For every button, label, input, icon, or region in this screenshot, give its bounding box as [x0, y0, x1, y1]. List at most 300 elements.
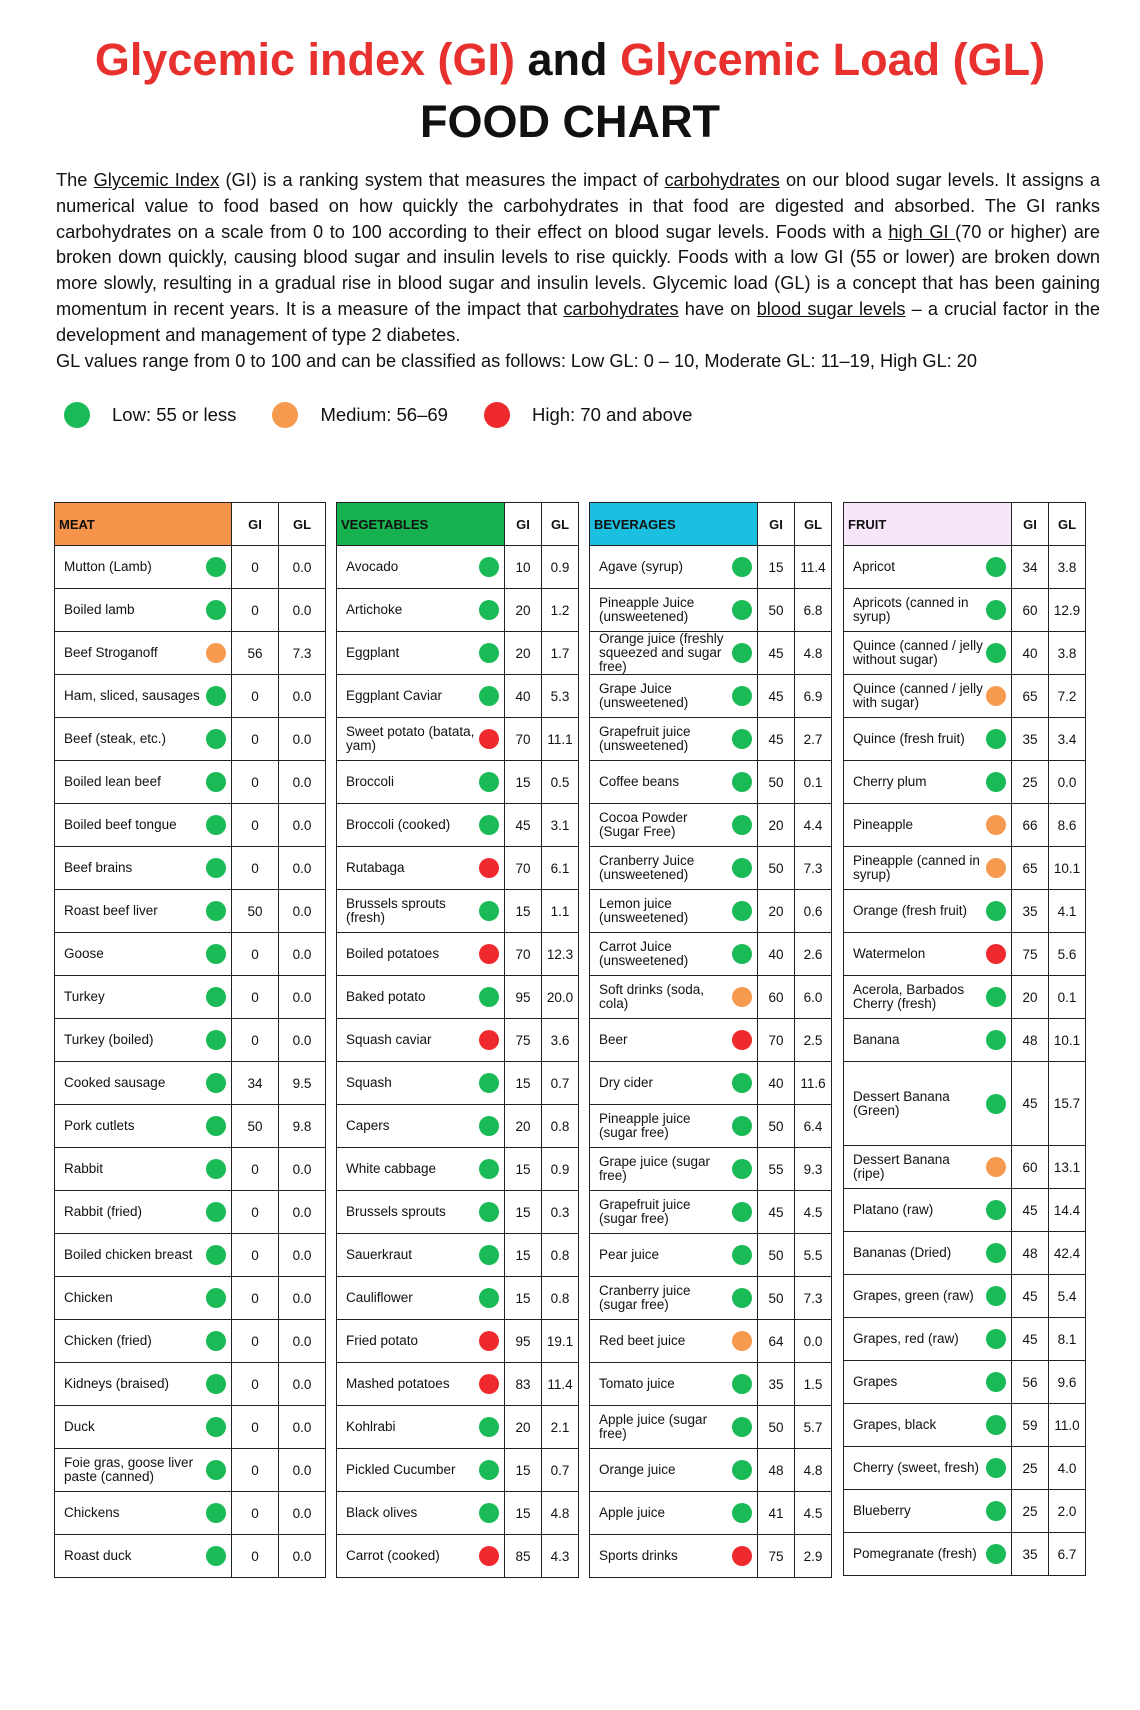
food-name-cell: [337, 1492, 505, 1535]
legend-low: [64, 402, 236, 428]
table-row: [55, 890, 326, 933]
food-name-cell: [55, 976, 232, 1019]
gi-value: 20: [758, 890, 795, 933]
gl-range-text: GL values range from 0 to 100 and can be classified as follows: Low GL: 0 – 10, Moderate GL: 11–19, High GL: 20: [56, 350, 978, 371]
table-header-row: [844, 503, 1086, 546]
food-name: Kohlrabi: [346, 1419, 396, 1434]
gl-value: 7.3: [795, 847, 832, 890]
food-name-cell: [55, 1062, 232, 1105]
gl-value: 4.0: [1049, 1447, 1086, 1490]
food-name: Avocado: [346, 559, 399, 574]
high-gi-dot-icon: [732, 1030, 752, 1050]
low-gi-dot-icon: [732, 815, 752, 835]
low-gi-dot-icon: [479, 557, 499, 577]
gl-value: 0.0: [279, 1234, 326, 1277]
high-gi-dot-icon: [479, 1030, 499, 1050]
food-name: Squash: [346, 1075, 392, 1090]
legend-medium-label: Medium: 56–69: [320, 404, 448, 425]
food-name: Pineapple (canned in syrup): [853, 853, 980, 882]
gl-value: 0.0: [279, 1191, 326, 1234]
gl-column-header: GL: [542, 503, 579, 546]
gl-value: 0.1: [795, 761, 832, 804]
gl-value: 2.0: [1049, 1490, 1086, 1533]
gl-value: 6.9: [795, 675, 832, 718]
low-gi-dot-icon: [206, 1159, 226, 1179]
food-name-cell: [590, 1406, 758, 1449]
table-row: [590, 675, 832, 718]
gl-value: 0.0: [279, 1277, 326, 1320]
gi-value: 15: [505, 1191, 542, 1234]
table-row: [590, 546, 832, 589]
table-row: [55, 804, 326, 847]
table-row: [590, 1062, 832, 1105]
food-name: Pork cutlets: [64, 1118, 135, 1133]
food-name-cell: [55, 890, 232, 933]
gi-value: 15: [505, 1277, 542, 1320]
food-name: Dessert Banana (Green): [853, 1088, 950, 1118]
gi-value: 85: [505, 1535, 542, 1578]
gi-value: 83: [505, 1363, 542, 1406]
vegetables-table: [336, 502, 579, 1578]
table-row: [55, 1277, 326, 1320]
gl-column-header: GL: [795, 503, 832, 546]
gi-value: 65: [1012, 675, 1049, 718]
low-gi-dot-icon: [479, 1460, 499, 1480]
food-name-cell: [590, 1105, 758, 1148]
food-name-cell: [844, 976, 1012, 1019]
high-dot-icon: [484, 402, 510, 428]
table-row: [844, 890, 1086, 933]
food-name-cell: [590, 1062, 758, 1105]
gi-value: 65: [1012, 847, 1049, 890]
low-gi-dot-icon: [732, 729, 752, 749]
low-gi-dot-icon: [479, 987, 499, 1007]
gi-value: 45: [758, 632, 795, 675]
gi-value: 0: [232, 847, 279, 890]
food-name: Grapefruit juice (sugar free): [599, 1197, 691, 1226]
gl-value: 11.1: [542, 718, 579, 761]
food-name: Pineapple juice (sugar free): [599, 1111, 691, 1140]
blood-sugar-link[interactable]: blood sugar levels: [756, 298, 906, 319]
food-name: Cooked sausage: [64, 1075, 166, 1090]
food-name: Goose: [64, 946, 104, 961]
food-name-cell: [844, 1019, 1012, 1062]
table-row: [337, 1363, 579, 1406]
gi-value: 0: [232, 1148, 279, 1191]
table-row: [844, 718, 1086, 761]
low-gi-dot-icon: [986, 1544, 1006, 1564]
food-name-cell: [55, 1406, 232, 1449]
food-name: Beef Stroganoff: [64, 645, 158, 660]
food-name: Quince (canned / jelly with sugar): [853, 681, 983, 710]
gl-value: 1.2: [542, 589, 579, 632]
low-gi-dot-icon: [206, 1331, 226, 1351]
table-row: [55, 976, 326, 1019]
gi-value: 66: [1012, 804, 1049, 847]
table-row: [844, 804, 1086, 847]
table-row: [844, 1318, 1086, 1361]
gi-value: 48: [1012, 1232, 1049, 1275]
gl-value: 14.4: [1049, 1189, 1086, 1232]
food-name-cell: [844, 1533, 1012, 1576]
gl-value: 0.0: [279, 761, 326, 804]
intro-text-f: – a crucial factor in the development and management of type 2 diabetes.: [56, 298, 1101, 345]
intro-text-d: (70 or higher) are broken down quickly, causing blood sugar and insulin levels to rise quickly. Foods with a low GI (55 or lower) are broken down more slowly, resulting in a gradual rise in blood sugar and insulin levels. Glycemic load (GL) is a concept that has been gaining momentum in recent years. It is a measure of the impact that: [56, 221, 1100, 319]
table-row: [337, 1492, 579, 1535]
gl-value: 0.8: [542, 1277, 579, 1320]
food-name-cell: [55, 1019, 232, 1062]
glycemic-index-link[interactable]: Glycemic Index: [93, 170, 220, 190]
gi-value: 45: [1012, 1318, 1049, 1361]
gl-value: 4.5: [795, 1492, 832, 1535]
gl-value: 0.0: [279, 1320, 326, 1363]
gl-value: 0.5: [542, 761, 579, 804]
food-name: Quince (fresh fruit): [853, 731, 965, 746]
low-gi-dot-icon: [732, 1288, 752, 1308]
table-row: [337, 589, 579, 632]
gi-value: 15: [505, 1148, 542, 1191]
food-name: Duck: [64, 1419, 95, 1434]
gi-value: 25: [1012, 1447, 1049, 1490]
food-name: Boiled chicken breast: [64, 1247, 193, 1262]
food-name-cell: [55, 546, 232, 589]
food-name: Agave (syrup): [599, 559, 684, 574]
food-name-cell: [844, 1232, 1012, 1275]
food-name-cell: [590, 718, 758, 761]
medium-gi-dot-icon: [732, 1331, 752, 1351]
low-gi-dot-icon: [732, 1202, 752, 1222]
gi-value: 35: [1012, 1533, 1049, 1576]
legend: [64, 400, 728, 430]
food-name: Lemon juice (unsweetened): [599, 896, 689, 925]
food-name: Acerola, Barbados Cherry (fresh): [853, 982, 965, 1011]
food-name: Pear juice: [599, 1247, 660, 1262]
carbohydrates-link[interactable]: carbohydrates: [664, 170, 780, 190]
table-row: [337, 1234, 579, 1277]
table-row: [337, 761, 579, 804]
gi-value: 48: [1012, 1019, 1049, 1062]
table-row: [590, 1535, 832, 1578]
food-name-cell: [337, 976, 505, 1019]
low-gi-dot-icon: [986, 643, 1006, 663]
medium-gi-dot-icon: [986, 1157, 1006, 1177]
table-row: [337, 890, 579, 933]
low-gi-dot-icon: [206, 600, 226, 620]
table-row: [55, 675, 326, 718]
table-row: [590, 890, 832, 933]
table-row: [337, 1320, 579, 1363]
low-gi-dot-icon: [479, 600, 499, 620]
gl-value: 0.0: [279, 804, 326, 847]
fruit-table-body: [844, 546, 1086, 1576]
low-gi-dot-icon: [986, 1243, 1006, 1263]
food-name-cell: [55, 804, 232, 847]
low-gi-dot-icon: [479, 1417, 499, 1437]
food-name-cell: [844, 1318, 1012, 1361]
gl-value: 12.9: [1049, 589, 1086, 632]
food-name: Platano (raw): [853, 1202, 934, 1217]
gi-value: 20: [1012, 976, 1049, 1019]
table-row: [844, 1404, 1086, 1447]
food-name-cell: [844, 718, 1012, 761]
gi-value: 0: [232, 1320, 279, 1363]
gi-value: 25: [1012, 1490, 1049, 1533]
table-row: [590, 718, 832, 761]
low-gi-dot-icon: [732, 600, 752, 620]
gl-value: 9.8: [279, 1105, 326, 1148]
low-gi-dot-icon: [206, 1030, 226, 1050]
gi-value: 50: [232, 890, 279, 933]
gi-value: 0: [232, 718, 279, 761]
food-name: Grapes, black: [853, 1417, 937, 1432]
food-name-cell: [590, 933, 758, 976]
food-name-cell: [590, 976, 758, 1019]
food-name: Pineapple: [853, 817, 914, 832]
legend-high: [484, 402, 692, 428]
gi-value: 0: [232, 976, 279, 1019]
table-row: [55, 1148, 326, 1191]
gi-value: 0: [232, 761, 279, 804]
gi-value: 95: [505, 1320, 542, 1363]
food-name-cell: [337, 1535, 505, 1578]
high-gi-dot-icon: [479, 729, 499, 749]
table-row: [844, 847, 1086, 890]
food-name: Broccoli (cooked): [346, 817, 451, 832]
high-gi-dot-icon: [986, 944, 1006, 964]
gi-value: 70: [505, 847, 542, 890]
low-gi-dot-icon: [206, 815, 226, 835]
low-gi-dot-icon: [479, 1503, 499, 1523]
table-row: [55, 1535, 326, 1578]
low-gi-dot-icon: [732, 1503, 752, 1523]
food-name: Pickled Cucumber: [346, 1462, 456, 1477]
table-row: [337, 1148, 579, 1191]
food-name: Pineapple Juice (unsweetened): [599, 595, 695, 624]
gi-value: 60: [1012, 1146, 1049, 1189]
food-name: Cherry (sweet, fresh): [853, 1460, 980, 1475]
table-row: [55, 761, 326, 804]
gi-value: 20: [505, 1105, 542, 1148]
beverages-title: BEVERAGES: [590, 503, 758, 546]
gl-value: 0.7: [542, 1062, 579, 1105]
low-gi-dot-icon: [732, 557, 752, 577]
gl-value: 15.7: [1049, 1062, 1086, 1146]
food-name-cell: [337, 1105, 505, 1148]
food-name-cell: [844, 1404, 1012, 1447]
low-gi-dot-icon: [732, 901, 752, 921]
gl-value: 0.0: [279, 976, 326, 1019]
table-row: [844, 632, 1086, 675]
gl-value: 13.1: [1049, 1146, 1086, 1189]
gi-value: 0: [232, 804, 279, 847]
food-name: Beef (steak, etc.): [64, 731, 167, 746]
food-name: Eggplant Caviar: [346, 688, 443, 703]
low-dot-icon: [64, 402, 90, 428]
intro-text-e: have on: [678, 298, 757, 319]
gl-value: 4.3: [542, 1535, 579, 1578]
gl-value: 0.7: [542, 1449, 579, 1492]
food-name-cell: [844, 546, 1012, 589]
food-name-cell: [337, 546, 505, 589]
food-name-cell: [337, 1277, 505, 1320]
low-gi-dot-icon: [732, 1245, 752, 1265]
low-gi-dot-icon: [479, 1073, 499, 1093]
gl-value: 0.9: [542, 546, 579, 589]
low-gi-dot-icon: [986, 1200, 1006, 1220]
medium-gi-dot-icon: [986, 815, 1006, 835]
gi-value: 25: [1012, 761, 1049, 804]
low-gi-dot-icon: [986, 987, 1006, 1007]
table-row: [844, 1189, 1086, 1232]
gi-value: 20: [505, 1406, 542, 1449]
gi-value: 0: [232, 675, 279, 718]
food-name: Beer: [599, 1032, 628, 1047]
legend-medium: [272, 402, 448, 428]
gi-value: 15: [505, 890, 542, 933]
gl-value: 12.3: [542, 933, 579, 976]
gl-value: 2.6: [795, 933, 832, 976]
table-row: [55, 1449, 326, 1492]
gl-value: 0.9: [542, 1148, 579, 1191]
food-name: Coffee beans: [599, 774, 680, 789]
low-gi-dot-icon: [986, 901, 1006, 921]
gi-value: 15: [505, 1062, 542, 1105]
food-name: Black olives: [346, 1505, 418, 1520]
food-name-cell: [337, 1320, 505, 1363]
gi-value: 50: [232, 1105, 279, 1148]
food-name-cell: [55, 933, 232, 976]
low-gi-dot-icon: [732, 1073, 752, 1093]
food-name-cell: [55, 1363, 232, 1406]
vegetables-title: VEGETABLES: [337, 503, 505, 546]
food-name: Soft drinks (soda, cola): [599, 982, 705, 1011]
gi-value: 40: [758, 1062, 795, 1105]
food-name: Chicken (fried): [64, 1333, 152, 1348]
low-gi-dot-icon: [732, 772, 752, 792]
table-row: [55, 632, 326, 675]
high-gi-dot-icon: [732, 1546, 752, 1566]
food-name-cell: [55, 1535, 232, 1578]
food-name-cell: [590, 1363, 758, 1406]
gi-value: 56: [1012, 1361, 1049, 1404]
table-row: [55, 933, 326, 976]
food-name-cell: [337, 632, 505, 675]
low-gi-dot-icon: [732, 1159, 752, 1179]
gi-value: 59: [1012, 1404, 1049, 1447]
carbohydrates-link-2[interactable]: carbohydrates: [563, 298, 679, 319]
food-name-cell: [590, 632, 758, 675]
gi-value: 15: [505, 1492, 542, 1535]
low-gi-dot-icon: [732, 1374, 752, 1394]
low-gi-dot-icon: [986, 1030, 1006, 1050]
gi-value: 0: [232, 933, 279, 976]
gl-value: 6.7: [1049, 1533, 1086, 1576]
food-name: Apricot: [853, 559, 896, 574]
food-name-cell: [844, 589, 1012, 632]
gi-value: 0: [232, 1535, 279, 1578]
low-gi-dot-icon: [206, 1417, 226, 1437]
table-row: [590, 847, 832, 890]
gi-value: 45: [1012, 1189, 1049, 1232]
food-name-cell: [844, 1275, 1012, 1318]
legend-low-label: Low: 55 or less: [112, 404, 237, 425]
food-name: Turkey (boiled): [64, 1032, 154, 1047]
table-row: [55, 1406, 326, 1449]
table-row: [590, 933, 832, 976]
table-row: [337, 1191, 579, 1234]
gl-value: 11.6: [795, 1062, 832, 1105]
gi-value: 56: [232, 632, 279, 675]
gl-value: 0.0: [279, 589, 326, 632]
low-gi-dot-icon: [206, 858, 226, 878]
table-row: [590, 1449, 832, 1492]
food-name: Cranberry Juice (unsweetened): [599, 853, 695, 882]
table-header-row: [590, 503, 832, 546]
meat-table-body: [55, 546, 326, 1578]
table-row: [590, 804, 832, 847]
high-gi-dot-icon: [479, 858, 499, 878]
low-gi-dot-icon: [206, 1245, 226, 1265]
low-gi-dot-icon: [732, 944, 752, 964]
table-row: [590, 1363, 832, 1406]
food-name-cell: [337, 589, 505, 632]
food-name-cell: [844, 632, 1012, 675]
table-row: [337, 804, 579, 847]
gi-value: 35: [1012, 890, 1049, 933]
gl-value: 4.8: [542, 1492, 579, 1535]
table-row: [590, 1019, 832, 1062]
table-row: [337, 718, 579, 761]
table-row: [337, 1277, 579, 1320]
gl-value: 3.6: [542, 1019, 579, 1062]
high-gi-dot-icon: [479, 1546, 499, 1566]
low-gi-dot-icon: [986, 1458, 1006, 1478]
gl-value: 0.0: [279, 675, 326, 718]
low-gi-dot-icon: [206, 1202, 226, 1222]
gi-value: 70: [505, 718, 542, 761]
table-row: [55, 718, 326, 761]
gi-value: 40: [1012, 632, 1049, 675]
gi-value: 45: [505, 804, 542, 847]
high-gi-link[interactable]: high GI: [888, 221, 956, 242]
food-name-cell: [337, 761, 505, 804]
table-row: [337, 1105, 579, 1148]
food-name: Boiled lamb: [64, 602, 135, 617]
low-gi-dot-icon: [206, 1288, 226, 1308]
gi-value: 15: [758, 546, 795, 589]
table-row: [590, 1277, 832, 1320]
food-name: Quince (canned / jelly without sugar): [853, 638, 983, 667]
table-header-row: [55, 503, 326, 546]
legend-high-label: High: 70 and above: [531, 404, 693, 425]
gi-value: 50: [758, 1105, 795, 1148]
intro-paragraph: [56, 168, 1100, 349]
food-name: Roast duck: [64, 1548, 132, 1563]
food-name-cell: [337, 1148, 505, 1191]
food-name-cell: [590, 761, 758, 804]
table-row: [844, 933, 1086, 976]
low-gi-dot-icon: [986, 1372, 1006, 1392]
food-name: Boiled lean beef: [64, 774, 161, 789]
low-gi-dot-icon: [206, 1073, 226, 1093]
gl-value: 0.0: [279, 847, 326, 890]
food-name-cell: [55, 1105, 232, 1148]
table-row: [337, 546, 579, 589]
low-gi-dot-icon: [206, 1503, 226, 1523]
low-gi-dot-icon: [206, 1374, 226, 1394]
gl-value: 6.1: [542, 847, 579, 890]
title-gl: Glycemic Load (GL): [620, 34, 1046, 85]
